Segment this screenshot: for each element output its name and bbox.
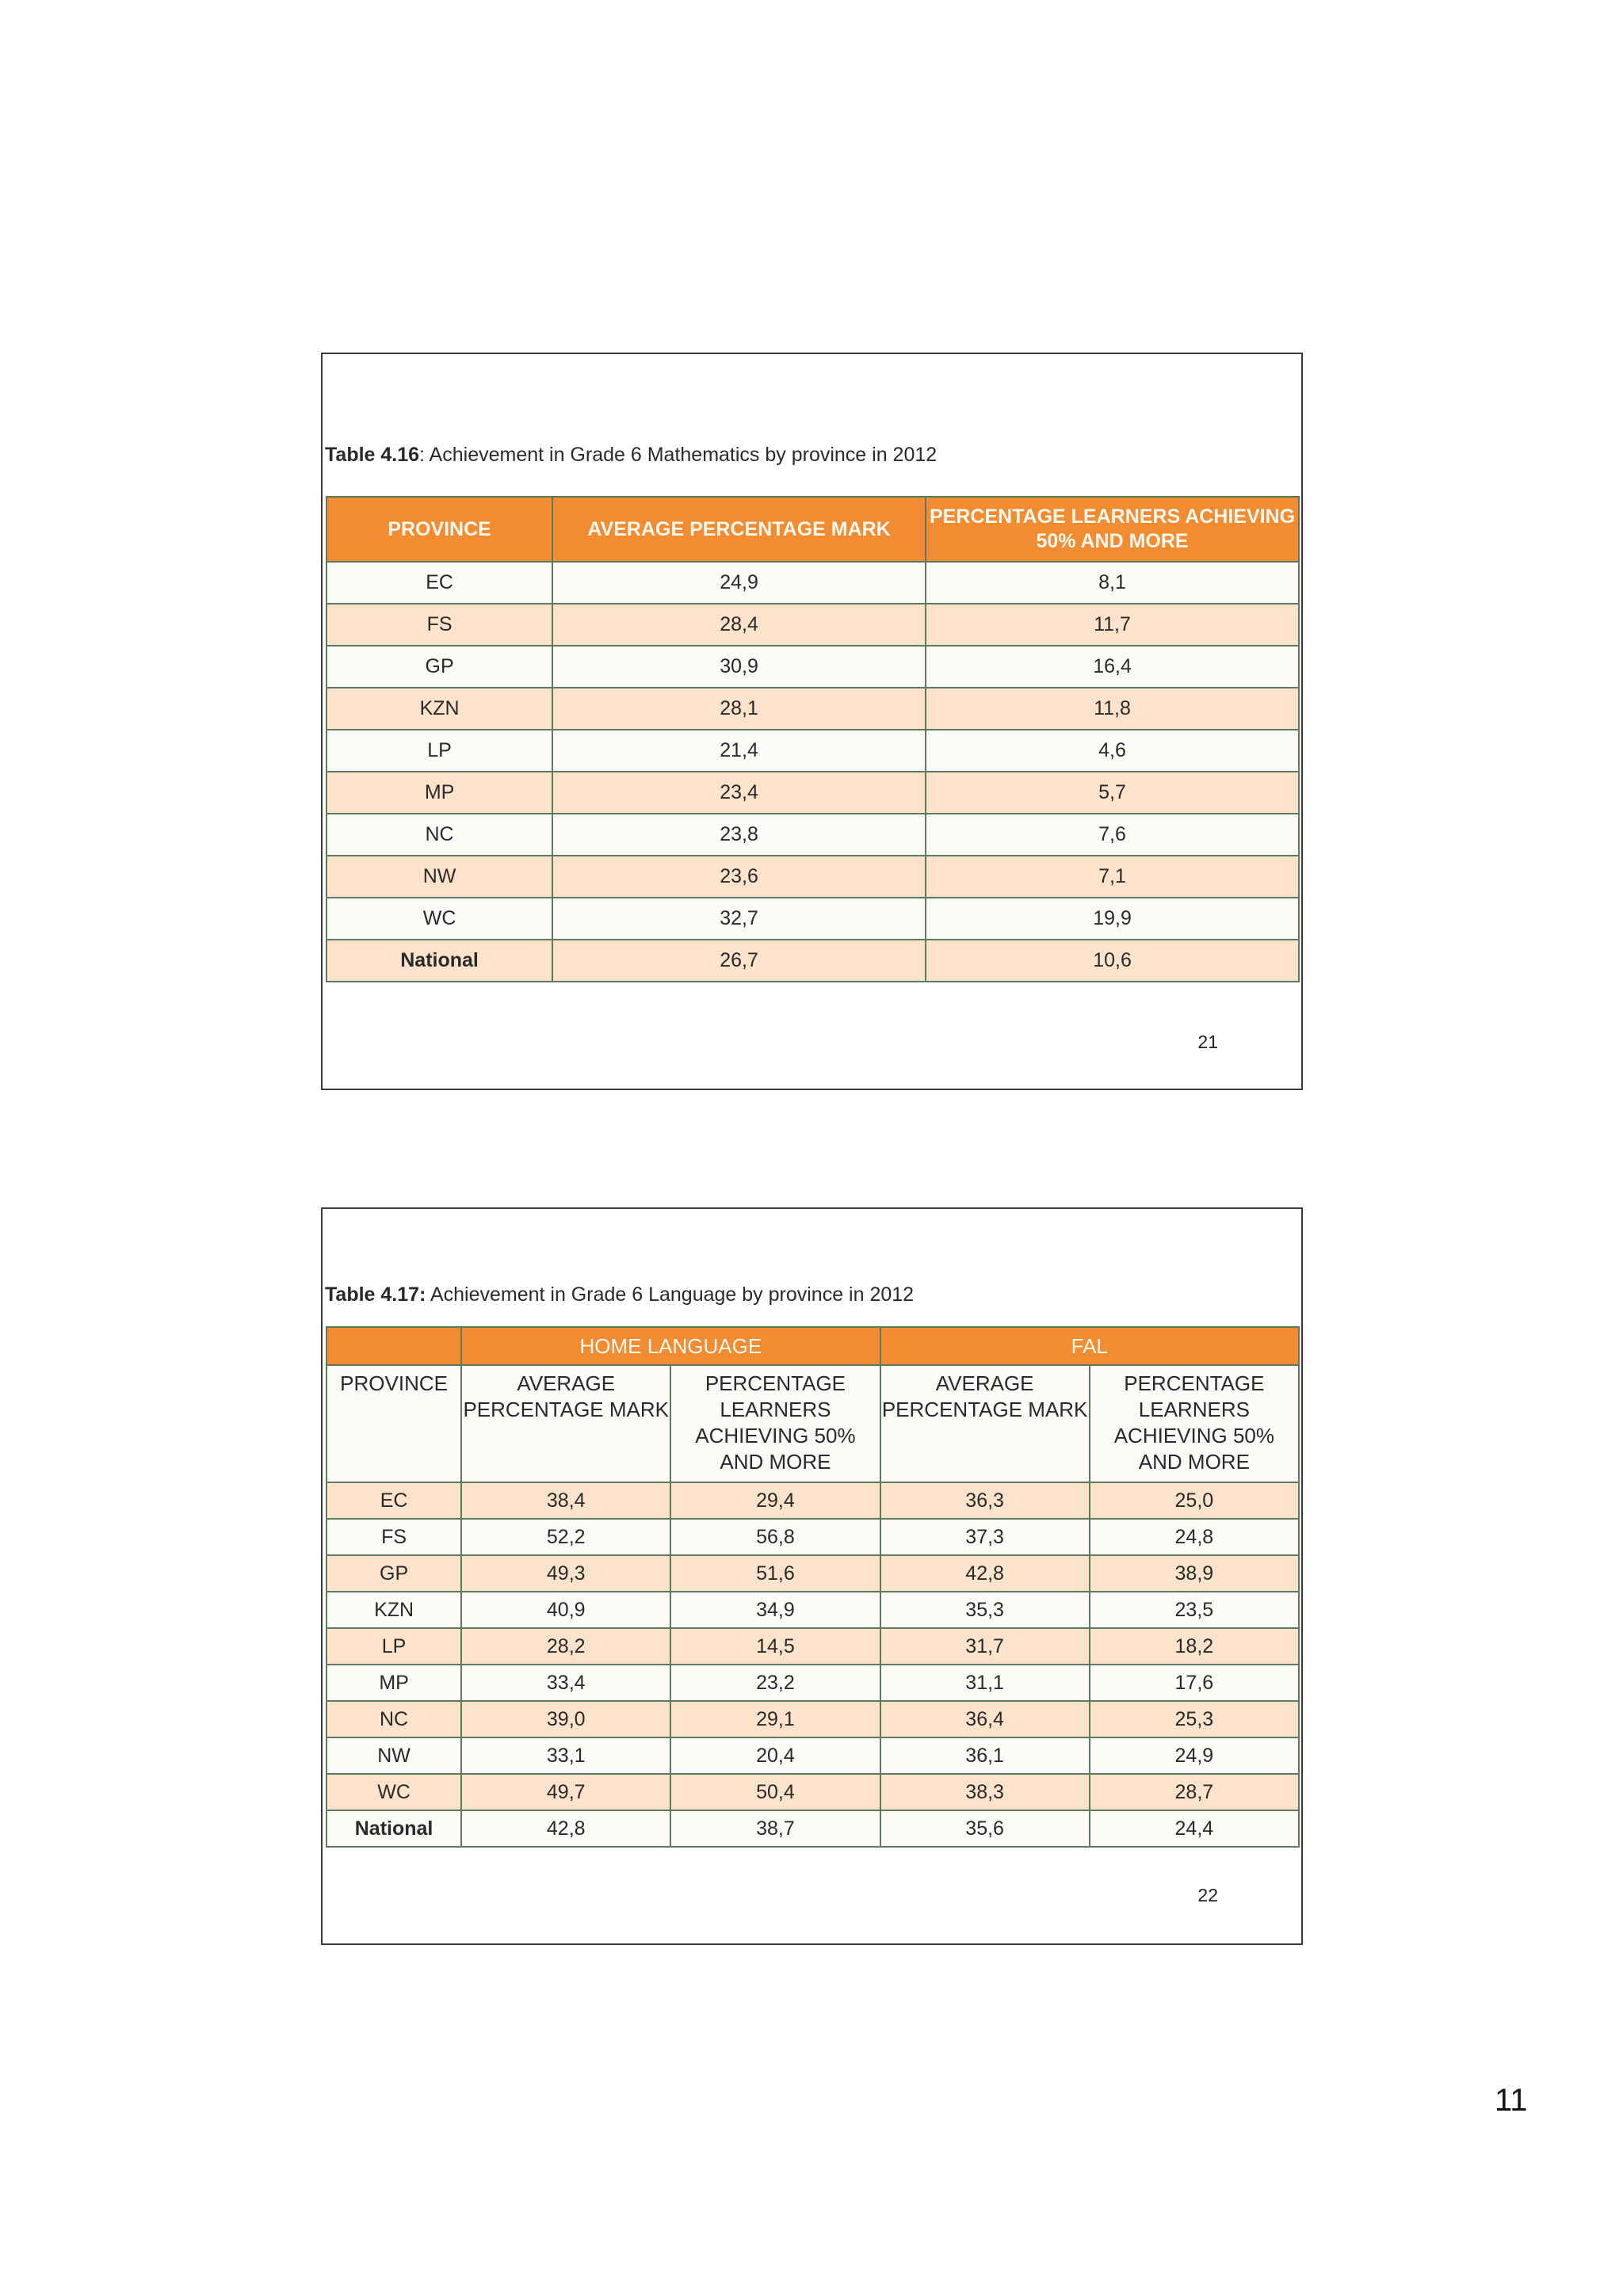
column-header: AVERAGE PERCENTAGE MARK <box>880 1365 1090 1482</box>
value-cell: 36,1 <box>880 1737 1090 1774</box>
value-cell: 49,7 <box>461 1774 670 1810</box>
value-cell: 26,7 <box>552 940 926 982</box>
value-cell: 29,1 <box>670 1701 880 1737</box>
column-header: PROVINCE <box>327 497 552 562</box>
column-header: AVERAGE PERCENTAGE MARK <box>461 1365 670 1482</box>
value-cell: 31,1 <box>880 1665 1090 1701</box>
value-cell: 40,9 <box>461 1592 670 1628</box>
table-row <box>327 1701 1299 1737</box>
page-number: 11 <box>1495 2083 1528 2118</box>
province-cell: KZN <box>327 1592 461 1628</box>
value-cell: 29,4 <box>670 1482 880 1519</box>
value-cell: 7,6 <box>926 814 1299 856</box>
table-row <box>327 898 1299 940</box>
column-header: PERCENTAGE LEARNERS ACHIEVING 50% AND MORE <box>926 497 1299 562</box>
province-cell: GP <box>327 1555 461 1592</box>
value-cell: 38,9 <box>1090 1555 1299 1592</box>
value-cell: 42,8 <box>880 1555 1090 1592</box>
value-cell: 31,7 <box>880 1628 1090 1665</box>
table-row <box>327 1665 1299 1701</box>
mathematics-table <box>326 496 1300 982</box>
group-header-blank <box>327 1327 461 1365</box>
value-cell: 35,6 <box>880 1810 1090 1847</box>
value-cell: 28,7 <box>1090 1774 1299 1810</box>
province-cell: EC <box>327 1482 461 1519</box>
province-cell: NC <box>327 814 552 856</box>
caption-label: Table 4.17: <box>325 1283 426 1306</box>
table-body <box>327 1482 1299 1847</box>
value-cell: 28,1 <box>552 688 926 730</box>
value-cell: 16,4 <box>926 646 1299 688</box>
value-cell: 38,3 <box>880 1774 1090 1810</box>
value-cell: 50,4 <box>670 1774 880 1810</box>
value-cell: 38,7 <box>670 1810 880 1847</box>
province-cell: National <box>327 1810 461 1847</box>
group-header-row <box>327 1327 1299 1365</box>
table-caption <box>325 444 937 467</box>
value-cell: 23,8 <box>552 814 926 856</box>
value-cell: 4,6 <box>926 730 1299 772</box>
slide-table-4-17 <box>321 1207 1303 1945</box>
table-caption <box>325 1283 914 1306</box>
table-row <box>327 1592 1299 1628</box>
table-row <box>327 1737 1299 1774</box>
value-cell: 23,2 <box>670 1665 880 1701</box>
table-row <box>327 1482 1299 1519</box>
province-cell: NW <box>327 1737 461 1774</box>
column-header: PERCENTAGE LEARNERS ACHIEVING 50% AND MORE <box>1090 1365 1299 1482</box>
table-row <box>327 856 1299 898</box>
province-cell: MP <box>327 1665 461 1701</box>
province-cell: NW <box>327 856 552 898</box>
province-cell: LP <box>327 1628 461 1665</box>
value-cell: 24,9 <box>552 562 926 604</box>
value-cell: 11,7 <box>926 604 1299 646</box>
value-cell: 23,5 <box>1090 1592 1299 1628</box>
sub-header-row <box>327 1365 1299 1482</box>
value-cell: 24,4 <box>1090 1810 1299 1847</box>
value-cell: 30,9 <box>552 646 926 688</box>
value-cell: 32,7 <box>552 898 926 940</box>
table-row <box>327 730 1299 772</box>
value-cell: 23,6 <box>552 856 926 898</box>
value-cell: 28,2 <box>461 1628 670 1665</box>
value-cell: 37,3 <box>880 1519 1090 1555</box>
value-cell: 19,9 <box>926 898 1299 940</box>
table-row <box>327 688 1299 730</box>
value-cell: 7,1 <box>926 856 1299 898</box>
group-header-fal: FAL <box>880 1327 1299 1365</box>
province-cell: National <box>327 940 552 982</box>
value-cell: 10,6 <box>926 940 1299 982</box>
table-row <box>327 1628 1299 1665</box>
language-table <box>326 1326 1300 1848</box>
value-cell: 28,4 <box>552 604 926 646</box>
caption-label: Table 4.16 <box>325 444 420 466</box>
value-cell: 24,8 <box>1090 1519 1299 1555</box>
caption-text: Achievement in Grade 6 Language by province in 2012 <box>426 1283 915 1306</box>
value-cell: 49,3 <box>461 1555 670 1592</box>
column-header: PERCENTAGE LEARNERS ACHIEVING 50% AND MORE <box>670 1365 880 1482</box>
value-cell: 25,0 <box>1090 1482 1299 1519</box>
table-row <box>327 1519 1299 1555</box>
province-cell: WC <box>327 1774 461 1810</box>
table-row <box>327 1810 1299 1847</box>
value-cell: 39,0 <box>461 1701 670 1737</box>
value-cell: 14,5 <box>670 1628 880 1665</box>
value-cell: 33,4 <box>461 1665 670 1701</box>
value-cell: 20,4 <box>670 1737 880 1774</box>
value-cell: 56,8 <box>670 1519 880 1555</box>
province-cell: GP <box>327 646 552 688</box>
province-cell: MP <box>327 772 552 814</box>
value-cell: 33,1 <box>461 1737 670 1774</box>
value-cell: 34,9 <box>670 1592 880 1628</box>
value-cell: 25,3 <box>1090 1701 1299 1737</box>
value-cell: 18,2 <box>1090 1628 1299 1665</box>
province-cell: FS <box>327 1519 461 1555</box>
slide-number: 21 <box>1197 1032 1218 1052</box>
table-row <box>327 604 1299 646</box>
table-row <box>327 814 1299 856</box>
value-cell: 11,8 <box>926 688 1299 730</box>
table-header-row <box>327 497 1299 562</box>
group-header-home-language: HOME LANGUAGE <box>461 1327 880 1365</box>
value-cell: 52,2 <box>461 1519 670 1555</box>
value-cell: 24,9 <box>1090 1737 1299 1774</box>
table-row <box>327 1774 1299 1810</box>
value-cell: 51,6 <box>670 1555 880 1592</box>
province-cell: FS <box>327 604 552 646</box>
table-row <box>327 1555 1299 1592</box>
table-body <box>327 562 1299 982</box>
province-cell: KZN <box>327 688 552 730</box>
value-cell: 23,4 <box>552 772 926 814</box>
table-row <box>327 562 1299 604</box>
province-cell: NC <box>327 1701 461 1737</box>
value-cell: 17,6 <box>1090 1665 1299 1701</box>
value-cell: 21,4 <box>552 730 926 772</box>
province-cell: EC <box>327 562 552 604</box>
column-header: AVERAGE PERCENTAGE MARK <box>552 497 926 562</box>
value-cell: 35,3 <box>880 1592 1090 1628</box>
value-cell: 5,7 <box>926 772 1299 814</box>
value-cell: 36,3 <box>880 1482 1090 1519</box>
value-cell: 8,1 <box>926 562 1299 604</box>
value-cell: 38,4 <box>461 1482 670 1519</box>
caption-text: : Achievement in Grade 6 Mathematics by province in 2012 <box>419 444 938 466</box>
province-cell: WC <box>327 898 552 940</box>
column-header: PROVINCE <box>327 1365 461 1482</box>
slide-table-4-16 <box>321 353 1303 1090</box>
table-row <box>327 772 1299 814</box>
value-cell: 36,4 <box>880 1701 1090 1737</box>
province-cell: LP <box>327 730 552 772</box>
value-cell: 42,8 <box>461 1810 670 1847</box>
slide-number: 22 <box>1197 1885 1218 1905</box>
table-row <box>327 646 1299 688</box>
table-row <box>327 940 1299 982</box>
